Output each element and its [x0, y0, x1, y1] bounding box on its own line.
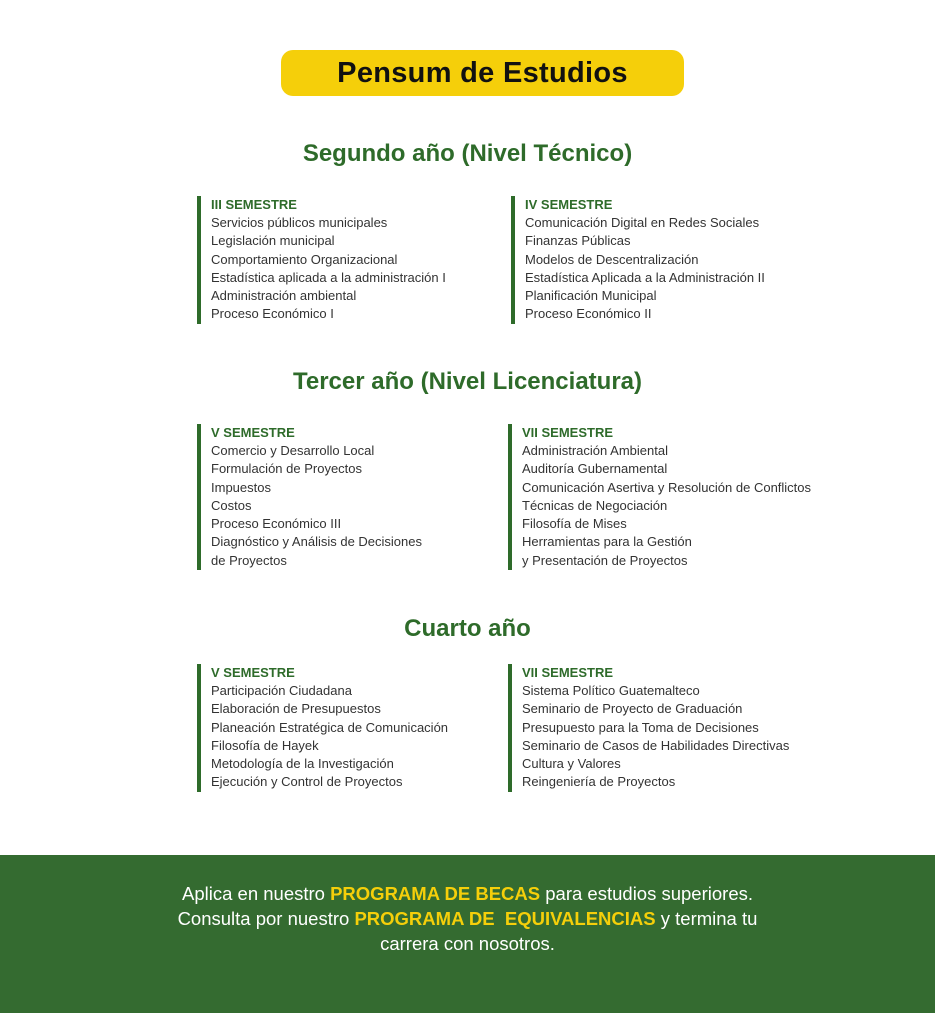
course-item: Administración ambiental: [211, 288, 357, 304]
course-item: Legislación municipal: [211, 233, 335, 249]
footer-line-1-start: Aplica en nuestro: [182, 883, 331, 904]
course-item: Planeación Estratégica de Comunicación: [211, 719, 449, 735]
course-item: Estadística aplicada a la administración I: [211, 269, 446, 285]
course-item: Servicios públicos municipales: [211, 215, 388, 230]
semester-block-vii-cuarto: [508, 664, 789, 792]
semester-heading: V SEMESTRE: [211, 425, 295, 440]
course-item: Estadística Aplicada a la Administración II: [525, 269, 765, 285]
course-item: Elaboración de Presupuestos: [211, 701, 381, 717]
semester-heading: V SEMESTRE: [211, 665, 295, 680]
course-item: Auditoría Gubernamental: [522, 461, 668, 477]
course-item: Herramientas para la Gestión: [522, 534, 692, 550]
course-item: y Presentación de Proyectos: [522, 552, 688, 568]
course-item: Planificación Municipal: [525, 288, 657, 304]
course-item: Comportamiento Organizacional: [211, 251, 398, 267]
course-item: Seminario de Casos de Habilidades Directivas: [522, 737, 790, 753]
course-item: Técnicas de Negociación: [522, 497, 668, 513]
semester-heading: III SEMESTRE: [211, 197, 297, 212]
semester-heading: VII SEMESTRE: [522, 665, 614, 680]
course-item: Seminario de Proyecto de Graduación: [522, 701, 743, 717]
course-item: Formulación de Proyectos: [211, 461, 363, 477]
course-item: Modelos de Descentralización: [525, 251, 699, 267]
footer-line-2: [0, 906, 935, 931]
course-item: Reingeniería de Proyectos: [522, 774, 676, 790]
footer-text: [0, 881, 935, 956]
course-item: Participación Ciudadana: [211, 683, 352, 698]
course-item: Proceso Económico III: [211, 516, 342, 532]
becas-program-highlight: PROGRAMA DE BECAS: [330, 883, 541, 904]
footer-line-1-end: para estudios superiores.: [540, 883, 753, 904]
course-item: Proceso Económico I: [211, 306, 334, 322]
course-item: Metodología de la Investigación: [211, 756, 394, 772]
footer-line-3: carrera con nosotros.: [380, 933, 555, 954]
footer-line-2-end: y termina tu: [655, 908, 758, 929]
course-item: de Proyectos: [211, 552, 287, 568]
semester-heading: VII SEMESTRE: [522, 425, 614, 440]
semester-block-vii: [508, 424, 811, 570]
course-item: Comercio y Desarrollo Local: [211, 443, 375, 458]
year-title-segundo: Segundo año (Nivel Técnico): [302, 140, 633, 167]
course-item: Costos: [211, 497, 252, 513]
course-item: Proceso Económico II: [525, 306, 652, 322]
course-item: Sistema Político Guatemalteco: [522, 683, 700, 698]
course-item: Presupuesto para la Toma de Decisiones: [522, 719, 759, 735]
course-item: Filosofía de Hayek: [211, 737, 319, 753]
footer-line-1: [0, 881, 935, 906]
course-item: Impuestos: [211, 479, 271, 495]
year-title-cuarto: Cuarto año: [404, 615, 531, 642]
course-item: Administración Ambiental: [522, 443, 668, 458]
semester-block-v: [197, 424, 422, 570]
course-item: Cultura y Valores: [522, 756, 621, 772]
semester-block-v-cuarto: [197, 664, 448, 792]
semester-block-iv: [511, 196, 765, 324]
semester-heading: IV SEMESTRE: [525, 197, 613, 212]
page-title-badge: [281, 50, 684, 96]
year-title-tercer: Tercer año (Nivel Licenciatura): [292, 368, 642, 395]
course-item: Diagnóstico y Análisis de Decisiones: [211, 534, 422, 550]
course-item: Finanzas Públicas: [525, 233, 631, 249]
course-item: Ejecución y Control de Proyectos: [211, 774, 403, 790]
course-item: Comunicación Digital en Redes Sociales: [525, 215, 760, 230]
semester-block-iii: [197, 196, 446, 324]
course-item: Comunicación Asertiva y Resolución de Conflictos: [522, 479, 812, 495]
equivalencias-program-highlight: PROGRAMA DE EQUIVALENCIAS: [354, 908, 656, 929]
course-item: Filosofía de Mises: [522, 516, 627, 532]
page-title: Pensum de Estudios: [337, 56, 628, 89]
footer-line-2-start: Consulta por nuestro: [177, 908, 355, 929]
